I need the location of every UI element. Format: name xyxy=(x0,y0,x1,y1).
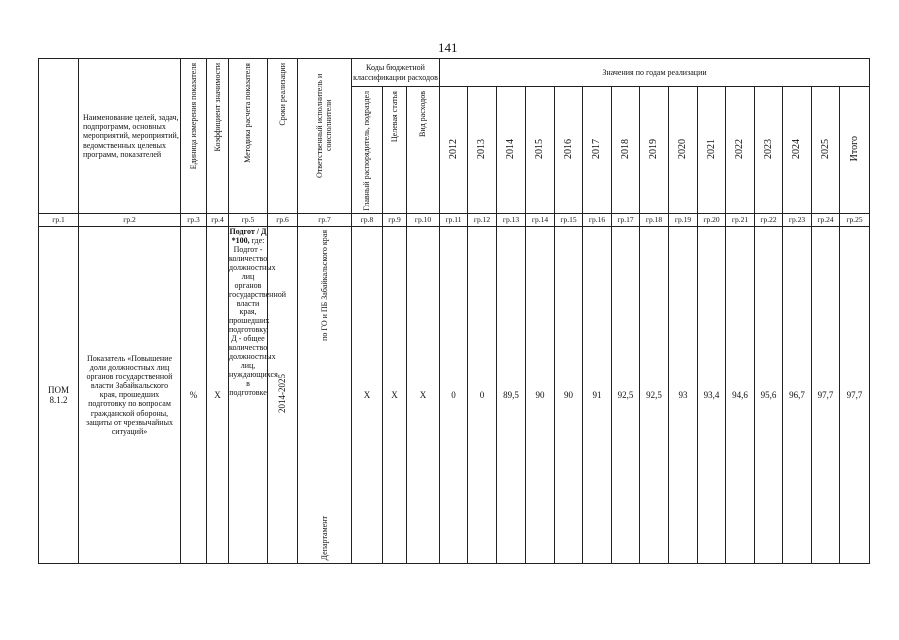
year-label: 2021 xyxy=(705,138,717,159)
header-code xyxy=(39,59,79,214)
column-number: гр.17 xyxy=(612,213,640,226)
column-number: гр.22 xyxy=(755,213,783,226)
row-value: 94,6 xyxy=(726,226,755,563)
table-row xyxy=(39,226,870,563)
row-unit: % xyxy=(181,226,207,563)
header-year xyxy=(612,87,640,214)
row-value: 91 xyxy=(583,226,612,563)
row-executor xyxy=(298,226,352,563)
year-label: 2022 xyxy=(734,138,746,159)
column-number: гр.1 xyxy=(39,213,79,226)
row-code: ПОМ 8.1.2 xyxy=(39,226,79,563)
column-number: гр.9 xyxy=(383,213,407,226)
year-label: 2025 xyxy=(819,138,831,159)
header-values-group: Значения по годам реализации xyxy=(440,59,870,87)
row-value: 93,4 xyxy=(698,226,726,563)
column-number: гр.16 xyxy=(583,213,612,226)
year-label: 2014 xyxy=(505,138,517,159)
year-label: 2013 xyxy=(476,138,488,159)
row-coef: Х xyxy=(207,226,229,563)
header-code-type xyxy=(407,87,440,214)
year-label: 2018 xyxy=(619,138,631,159)
column-number: гр.13 xyxy=(497,213,526,226)
row-value: 96,7 xyxy=(783,226,812,563)
row-executor-top: по ГО и ПБ Забайкальского края xyxy=(319,229,329,341)
column-number: гр.4 xyxy=(207,213,229,226)
header-year xyxy=(783,87,812,214)
column-number: гр.20 xyxy=(698,213,726,226)
column-number: гр.23 xyxy=(783,213,812,226)
header-year xyxy=(726,87,755,214)
row-value: 0 xyxy=(440,226,468,563)
row-value: 97,7 xyxy=(840,226,870,563)
header-year xyxy=(669,87,698,214)
row-method-text: где: Подгот - количество должностных лиц органов государственной власти края, прошедших подготовку, Д - общее количество должностных лиц, нуждающихся в подготовке xyxy=(229,235,287,398)
column-number: гр.15 xyxy=(555,213,583,226)
year-label: 2019 xyxy=(648,138,660,159)
header-year xyxy=(497,87,526,214)
header-year xyxy=(526,87,555,214)
header-year xyxy=(812,87,840,214)
header-executor xyxy=(298,59,352,214)
row-value: 90 xyxy=(526,226,555,563)
header-unit xyxy=(181,59,207,214)
row-code-target: Х xyxy=(383,226,407,563)
header-year xyxy=(440,87,468,214)
header-year xyxy=(755,87,783,214)
header-code-main-label: Главный распорядитель, подраздел xyxy=(362,91,372,211)
row-value: 97,7 xyxy=(812,226,840,563)
column-number: гр.14 xyxy=(526,213,555,226)
row-value: 90 xyxy=(555,226,583,563)
header-executor-label: Ответственный исполнитель и соисполнители xyxy=(315,73,334,178)
header-code-target xyxy=(383,87,407,214)
row-code-type: Х xyxy=(407,226,440,563)
column-number: гр.25 xyxy=(840,213,870,226)
header-code-type-label: Вид расходов xyxy=(418,91,428,137)
header-coef xyxy=(207,59,229,214)
row-value: 95,6 xyxy=(755,226,783,563)
page-number: 141 xyxy=(438,40,458,55)
row-value: 92,5 xyxy=(640,226,669,563)
header-method-label: Методика расчета показателя xyxy=(243,63,253,163)
header-coef-label: Коэффициент значимости xyxy=(212,63,222,152)
year-label: 2017 xyxy=(591,138,603,159)
year-label: 2016 xyxy=(562,138,574,159)
row-value: 93 xyxy=(669,226,698,563)
year-label: 2024 xyxy=(791,138,803,159)
header-term-label: Сроки реализации xyxy=(277,63,287,126)
header-term xyxy=(268,59,298,214)
header-code-main xyxy=(352,87,383,214)
header-year xyxy=(555,87,583,214)
year-label: Итого xyxy=(848,136,860,162)
column-number: гр.19 xyxy=(669,213,698,226)
column-number: гр.12 xyxy=(468,213,497,226)
column-number: гр.2 xyxy=(79,213,181,226)
column-number: гр.11 xyxy=(440,213,468,226)
header-codes-group: Коды бюджетной классификации расходов xyxy=(352,59,440,87)
column-number: гр.24 xyxy=(812,213,840,226)
row-code-main: Х xyxy=(352,226,383,563)
row-term-label: 2014-2025 xyxy=(277,374,288,414)
row-executor-bottom: Департамент xyxy=(319,515,329,560)
row-term xyxy=(268,226,298,563)
column-number: гр.18 xyxy=(640,213,669,226)
header-unit-label: Единица измерения показателя xyxy=(188,63,198,170)
column-number: гр.21 xyxy=(726,213,755,226)
header-name: Наименование целей, задач, подпрограмм, основных мероприятий, мероприятий, ведомственных целевых программ, показателей xyxy=(79,59,181,214)
column-number: гр.5 xyxy=(229,213,268,226)
year-label: 2023 xyxy=(762,138,774,159)
header-method xyxy=(229,59,268,214)
row-value: 92,5 xyxy=(612,226,640,563)
column-number: гр.10 xyxy=(407,213,440,226)
header-code-target-label: Целевая статья xyxy=(389,91,399,143)
indicator-table xyxy=(38,58,870,564)
header-year xyxy=(698,87,726,214)
column-number: гр.3 xyxy=(181,213,207,226)
column-number: гр.8 xyxy=(352,213,383,226)
row-value: 0 xyxy=(468,226,497,563)
column-number: гр.6 xyxy=(268,213,298,226)
year-label: 2015 xyxy=(534,138,546,159)
year-label: 2020 xyxy=(677,138,689,159)
row-method-formula: Подгот / Д *100, xyxy=(229,226,267,245)
row-value: 89,5 xyxy=(497,226,526,563)
header-year xyxy=(840,87,870,214)
header-year xyxy=(583,87,612,214)
header-year xyxy=(640,87,669,214)
row-indicator: Показатель «Повышение доли должностных лиц органов государственной власти Забайкальского края, прошедших подготовку по вопросам гражданской обороны, защиты от чрезвычайных ситуаций» xyxy=(79,226,181,563)
column-number: гр.7 xyxy=(298,213,352,226)
header-year xyxy=(468,87,497,214)
year-label: 2012 xyxy=(447,138,459,159)
